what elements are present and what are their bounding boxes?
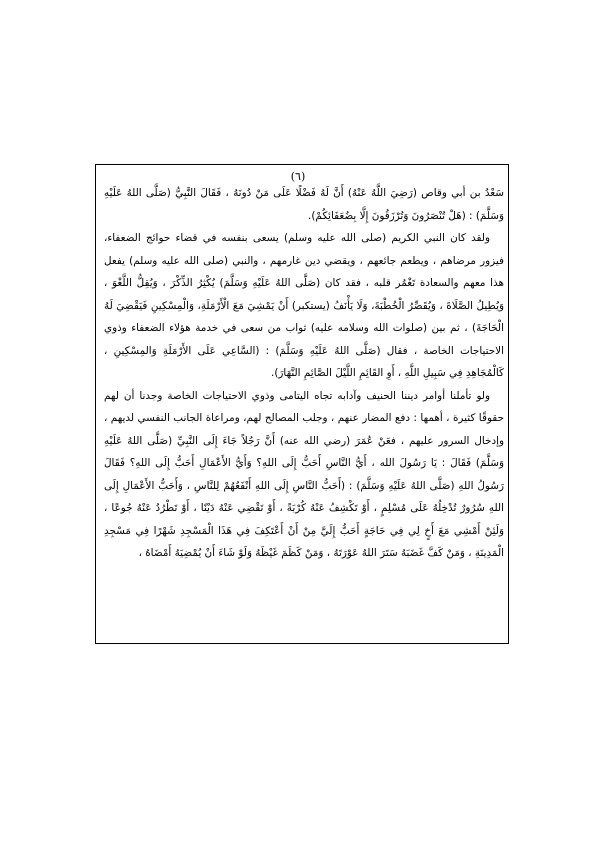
paragraph-3 [100, 385, 504, 565]
paragraph-1-text: سَعْدُ بن أبي وقاص (رَضِيَ اللَّهُ عَنْهُ) أَنَّ لَهُ فَضْلًا عَلَى مَنْ دُونَهُ ، فَقَالَ النَّبِيُّ (صَلَّى اللهُ عَلَيْهِ وَسَلَّمَ) : (هَلْ تُنْصَرُونَ وَتُرْزَقُونَ إِلَّا بِضُعَفَائِكُمْ). [100, 187, 504, 222]
paragraph-2 [100, 227, 504, 385]
paragraph-3-text: ولو تأملنا أوامر ديننا الحنيف وآدابه تجاه اليتامى وذوي الاحتياجات الخاصة وجدنا أن لهم حقوقًا كثيرة ، أهمها : دفع المضار عنهم ، وجلب المصالح لهم، ومراعاة الجانب النفسي لديهم ، وإدخال السرور عليهم ، فعَنْ عُمَرَ (رضي الله عنه) أَنَّ رَجُلاً جَاءَ إِلَى النَّبِيِّ (صَلَّى اللهُ عَلَيْهِ وَسَلَّمَ) فَقَالَ : يَا رَسُولَ الله ، أَيُّ النَّاسِ أَحَبُّ إِلَى اللهِ؟ وَأَيُّ الأَعْمَالِ أَحَبُّ إِلَى اللهِ؟ فَقَالَ رَسُولُ اللهِ (صَلَّى اللهُ عَلَيْهِ وَسَلَّمَ) : (أَحَبُّ النَّاسِ إِلَى اللهِ أَنْفَعُهُمْ لِلنَّاسِ ، وَأَحَبُّ الأَعْمَالِ إِلَى اللهِ سُرُورٌ تُدْخِلُهُ عَلَى مُسْلِمٍ ، أَوْ تَكْشِفُ عَنْهُ كُرْبَةً ، أَوْ تَقْضِي عَنْهُ دَيْنًا ، أَوْ تَطْرُدُ عَنْهُ جُوعًا ، وَلَئِنْ أَمْشِي مَعَ أَخٍ لِي فِي حَاجَةٍ أَحَبُّ إِلَيَّ مِنْ أَنْ أَعْتَكِفَ فِي هَذَا الْمَسْجِدِ شَهْرًا فِي مَسْجِدِ الْمَدِينَةِ ، وَمَنْ كَفَّ غَضَبَهُ سَتَرَ اللهُ عَوْرَتَهُ ، وَمَنْ كَظَمَ غَيْظَهُ وَلَوْ شَاءَ أَنْ يُمْضِيَهُ أَمْضَاهُ ، [100, 389, 504, 559]
paragraph-2-text: ولقد كان النبي الكريم (صلى الله عليه وسلم) يسعى بنفسه في قضاء حوائج الضعفاء، فيزور مرضاهم ، ويطعم جائعهم ، ويقضي دين غارمهم ، والنبي (صلى الله عليه وسلم) يفعل هذا معهم والسعادة تَغْمُر قلبه ، فقد كان (صَلَّى اللهُ عَلَيْهِ وَسَلَّمَ) يُكْثِرُ الذِّكْرَ ، وَيُقِلُّ اللَّغْوَ ، وَيُطِيلُ الصَّلَاةَ ، وَيُقَصِّرُ الْخُطْبَةَ، وَلَا يَأْنَفُ (يستكبر) أَنْ يَمْشِيَ مَعَ الْأَرْمَلَةِ، وَالْمِسْكِينِ فَيَقْضِيَ لَهُ الْحَاجَةَ) ، ثم بين (صلوات الله وسلامه عليه) ثواب من سعى في خدمة هؤلاء الضعفاء وذوي الاحتياجات الخاصة ، فقال (صَلَّى اللهُ عَلَيْهِ وَسَلَّمَ) : (السَّاعِي عَلَى الأَرْمَلَةِ وَالمِسْكِينِ ، كَالْمُجَاهِدِ فِي سَبِيلِ اللَّهِ ، أَوِ القَائِمِ اللَّيْلَ الصَّائِمِ النَّهَارَ). [100, 232, 504, 379]
paragraph-1 [100, 182, 504, 227]
page-number: (٦) [290, 170, 306, 183]
body-text [100, 182, 504, 565]
